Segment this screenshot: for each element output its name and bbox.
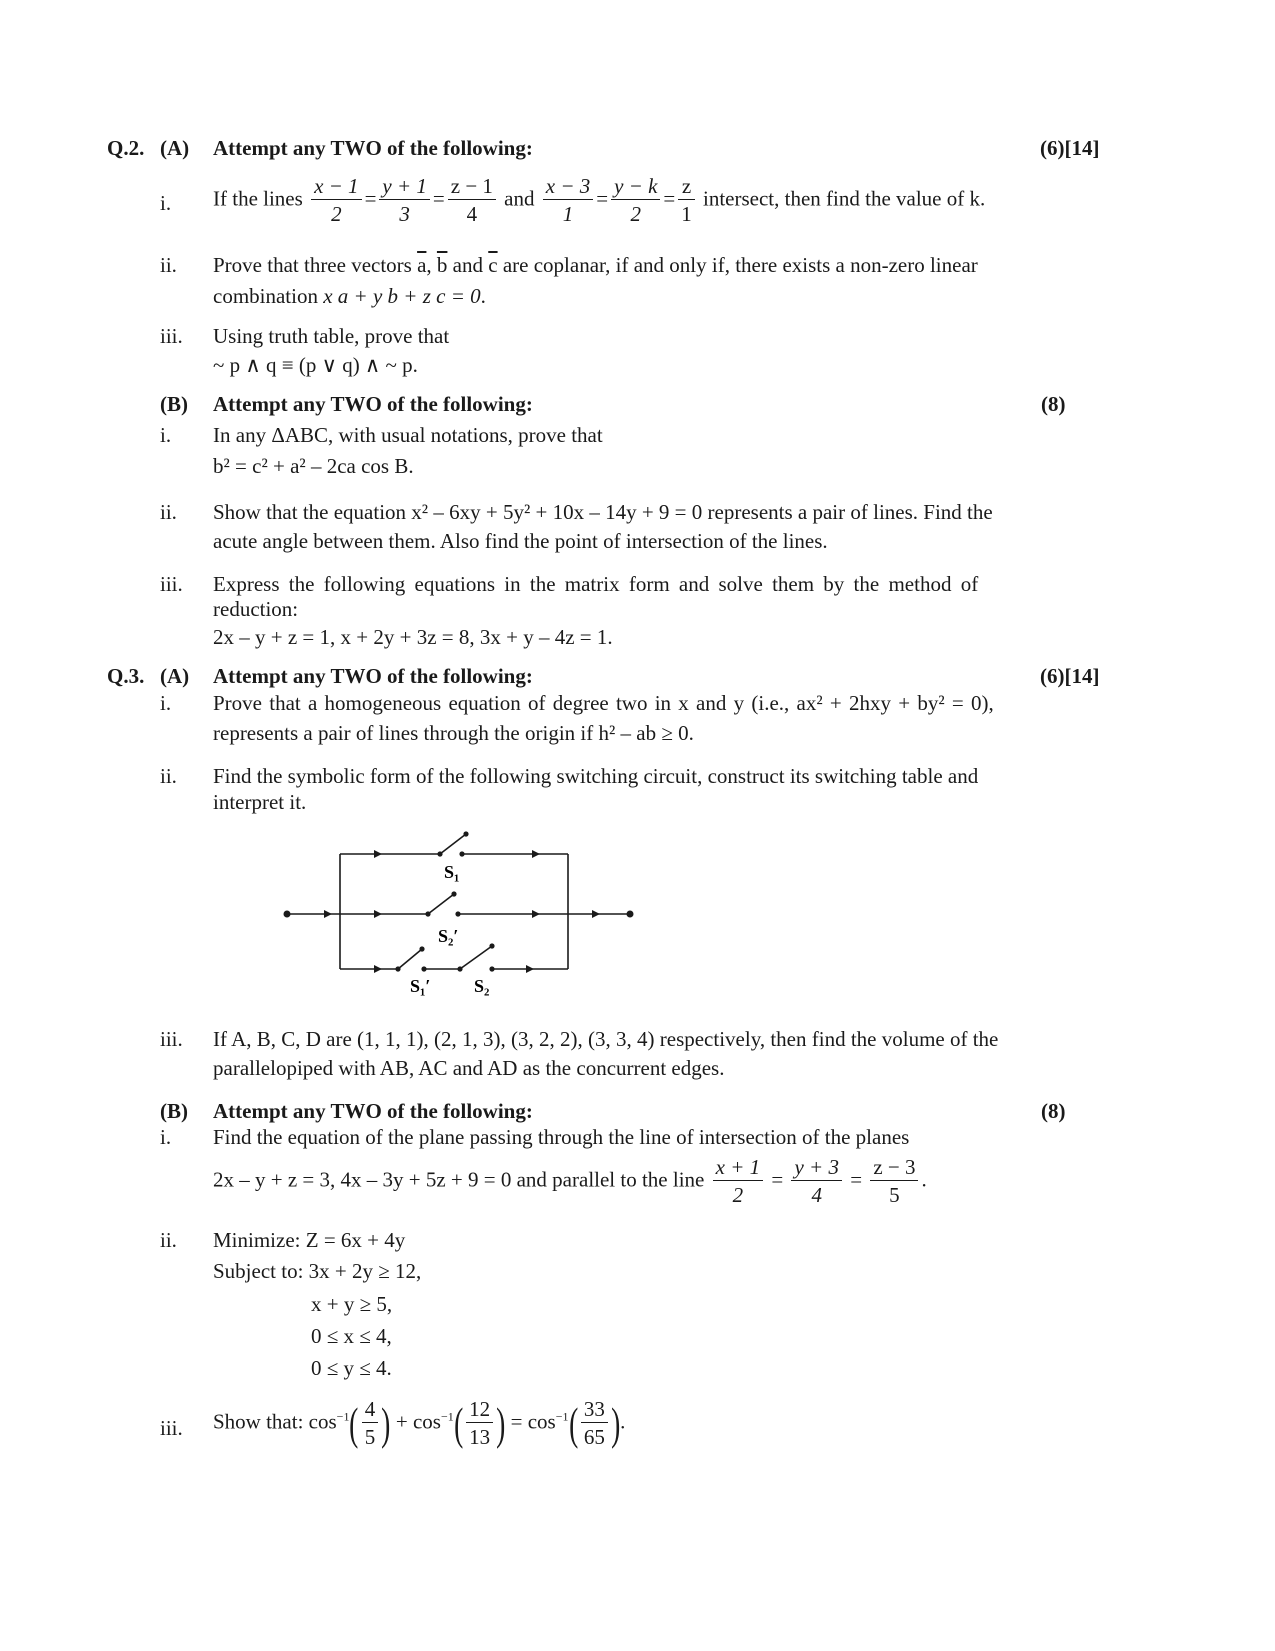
flow-arrow	[374, 850, 382, 858]
q3-b-ii-constraint: 0 ≤ x ≤ 4,	[311, 1324, 392, 1348]
flow-arrow	[324, 910, 332, 918]
q2-b-iii-num: iii.	[160, 572, 183, 596]
q2-b-i-line1: In any ΔABC, with usual notations, prove that	[213, 423, 603, 447]
fraction: $\frac{4}{5}$	[362, 1398, 379, 1449]
q3-a-ii-num: ii.	[160, 764, 177, 788]
q2-a-ii-line2: combination x a + y b + z c = 0.	[213, 284, 486, 308]
q3-a-i-num: i.	[160, 691, 172, 715]
flow-arrow	[374, 910, 382, 918]
q3-a-label: (A)	[160, 664, 190, 688]
q2-b-i-num: i.	[160, 423, 172, 447]
q2-b-iii-line3: 2x – y + z = 1, x + 2y + 3z = 8, 3x + y – 4z = 1.	[213, 625, 613, 649]
flow-arrow	[374, 965, 382, 973]
q3-a-ii-line1: Find the symbolic form of the following switching circuit, construct its switching table and	[213, 764, 979, 788]
fraction: $\frac{z}{1}$	[678, 175, 695, 226]
fraction: $\frac{x + 1}{2}$	[713, 1156, 764, 1207]
q2-b-iii-line1: Express the following equations in the matrix form and solve them by the method of	[213, 572, 979, 596]
fraction: $\frac{x - 3}{1}$	[543, 175, 594, 226]
q2-a-ii-line1: Prove that three vectors $\overline{a}$, $\overline{b}$ and $\overline{c}$ are coplanar, if and only if, there exists a non-zero linear	[213, 253, 978, 277]
label-s2-prime: S₂′	[438, 926, 459, 946]
fraction: $\frac{y - k}{2}$	[611, 175, 660, 226]
q3-a-i-line1: Prove that a homogeneous equation of degree two in x and y (i.e., ax² + 2hxy + by² = 0),	[213, 691, 994, 715]
q3-b-label: (B)	[160, 1099, 188, 1123]
linear-combination: x a + y b + z c = 0	[323, 284, 481, 308]
q3-b-ii-num: ii.	[160, 1228, 177, 1252]
q2-b-ii-line1: Show that the equation x² – 6xy + 5y² + 10x – 14y + 9 = 0 represents a pair of lines. Find the	[213, 500, 993, 524]
flow-arrow	[532, 910, 540, 918]
q3-a-marks: (6)[14]	[1040, 664, 1100, 688]
q2-a-iii-num: iii.	[160, 324, 183, 348]
q2-a-marks: (6)[14]	[1040, 136, 1100, 160]
input-terminal	[284, 911, 291, 918]
q2-b-marks: (8)	[1041, 392, 1066, 416]
fraction: $\frac{33}{65}$	[581, 1398, 608, 1449]
q3-a-iii-num: iii.	[160, 1027, 183, 1051]
flow-arrow	[592, 910, 600, 918]
switch-s2-blade	[460, 946, 492, 969]
flow-arrow	[526, 965, 534, 973]
fraction: $\frac{y + 1}{3}$	[379, 175, 430, 226]
switch-s2-prime-blade	[428, 894, 454, 914]
q2-b-ii-num: ii.	[160, 500, 177, 524]
fraction: $\frac{x - 1}{2}$	[311, 175, 362, 226]
q3-a-heading: Attempt any TWO of the following:	[213, 664, 533, 688]
flow-arrow	[532, 850, 540, 858]
q2-label: Q.2.	[107, 136, 145, 160]
label-s2: S₂	[474, 976, 490, 996]
q3-b-ii-line1: Minimize: Z = 6x + 4y	[213, 1228, 406, 1252]
q3-b-ii-constraint: 0 ≤ y ≤ 4.	[311, 1356, 392, 1380]
q3-a-ii-line2: interpret it.	[213, 790, 307, 814]
fraction: $\frac{y + 3}{4}$	[791, 1156, 842, 1207]
q2-a-ii-num: ii.	[160, 253, 177, 277]
q3-b-ii-line2: Subject to: 3x + 2y ≥ 12,	[213, 1259, 422, 1283]
output-terminal	[627, 911, 634, 918]
q2-a-heading: Attempt any TWO of the following:	[213, 136, 533, 160]
q3-b-i-line2: 2x – y + z = 3, 4x – 3y + 5z + 9 = 0 and parallel to the line $\frac{x + 1}{2}$ = $\frac{y + 3}{4}$ = $\frac{z - 3}{5}$ .	[213, 1155, 927, 1208]
switch-s1-prime-blade	[398, 949, 422, 969]
q3-a-iii-line2: parallelopiped with AB, AC and AD as the concurrent edges.	[213, 1056, 725, 1080]
label-s1-prime: S₁′	[410, 976, 431, 996]
q3-b-iii-num: iii.	[160, 1416, 183, 1440]
fraction: $\frac{z - 3}{5}$	[870, 1156, 918, 1207]
q2-b-i-line2: b² = c² + a² – 2ca cos B.	[213, 454, 414, 478]
fraction: $\frac{12}{13}$	[466, 1398, 493, 1449]
label-s1: S₁	[444, 862, 460, 882]
q2-a-label: (A)	[160, 136, 190, 160]
q3-b-ii-constraint: x + y ≥ 5,	[311, 1292, 393, 1316]
q3-b-i-num: i.	[160, 1125, 172, 1149]
q3-label: Q.3.	[107, 664, 145, 688]
switch-s1-blade	[440, 834, 466, 854]
q2-a-iii-line1: Using truth table, prove that	[213, 324, 450, 348]
q2-b-heading: Attempt any TWO of the following:	[213, 392, 533, 416]
q2-b-label: (B)	[160, 392, 188, 416]
q3-b-heading: Attempt any TWO of the following:	[213, 1099, 533, 1123]
q2-a-i-equation: If the lines $\frac{x - 1}{2}$ = $\frac{y + 1}{3}$ = $\frac{z - 1}{4}$ and $\frac{x - 3}{1}$ = $\frac{y - k}{2}$ = $\frac{z}{1}$ intersect, then find the value of k.	[213, 174, 986, 227]
q2-a-i-num: i.	[160, 191, 172, 215]
q3-b-iii-equation: Show that: $\cos^{-1}$( $\frac{4}{5}$ ) + $\cos^{-1}$( $\frac{12}{13}$ ) = $\cos^{-1}$( $\frac{33}{65}$ ).	[213, 1397, 626, 1450]
q2-a-iii-line2: ~ p ∧ q ≡ (p ∨ q) ∧ ~ p.	[213, 353, 418, 377]
fraction: $\frac{z - 1}{4}$	[448, 175, 496, 226]
switching-circuit-diagram	[270, 820, 650, 1005]
q3-a-i-line2: represents a pair of lines through the origin if h² – ab ≥ 0.	[213, 721, 694, 745]
q2-b-iii-line2: reduction:	[213, 597, 299, 621]
q3-b-i-line1: Find the equation of the plane passing through the line of intersection of the planes	[213, 1125, 910, 1149]
q2-b-ii-line2: acute angle between them. Also find the point of intersection of the lines.	[213, 529, 828, 553]
q3-a-iii-line1: If A, B, C, D are (1, 1, 1), (2, 1, 3), (3, 2, 2), (3, 3, 4) respectively, then find the volume of the	[213, 1027, 999, 1051]
q3-b-marks: (8)	[1041, 1099, 1066, 1123]
